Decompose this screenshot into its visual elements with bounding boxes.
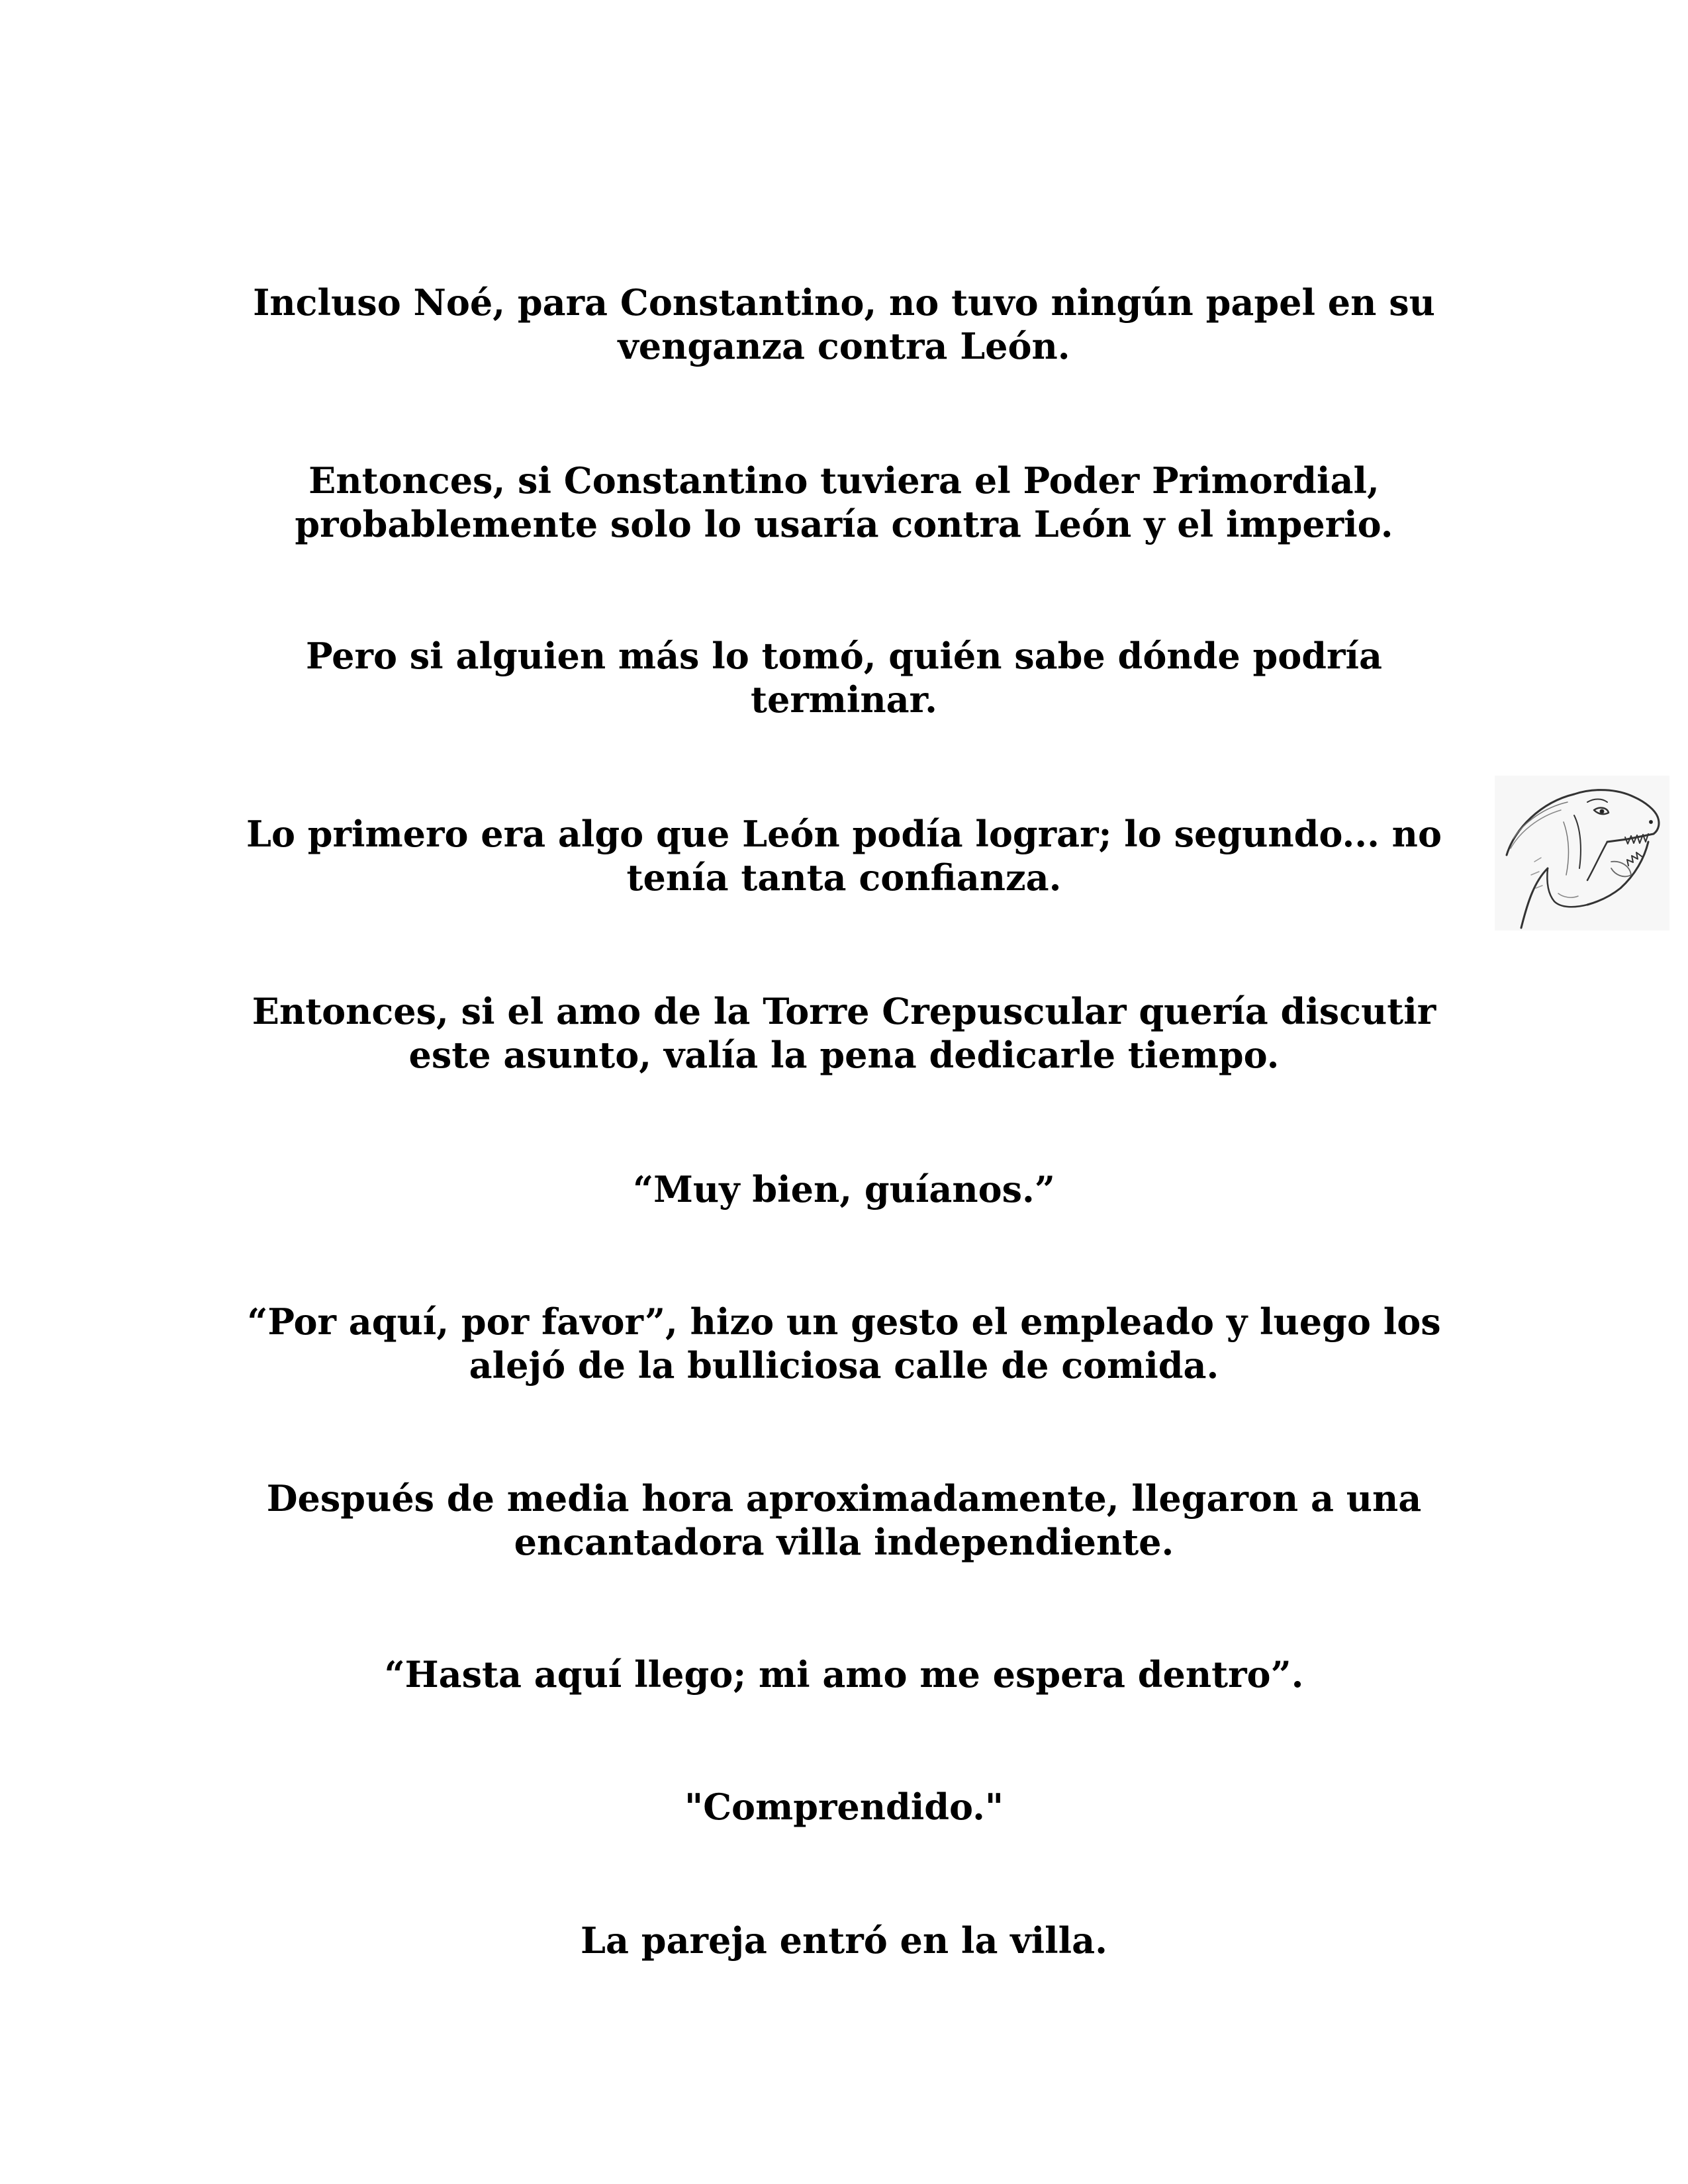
paragraph — [0, 459, 1688, 546]
paragraph — [0, 1785, 1688, 1829]
paragraph — [0, 1300, 1688, 1387]
paragraph-line: tenía tanta confianza. — [626, 856, 1062, 899]
paragraph-line: Después de media hora aproximadamente, llegaron a una — [266, 1477, 1422, 1520]
paragraph-line: probablemente solo lo usaría contra León y el imperio. — [295, 503, 1393, 545]
paragraph — [0, 634, 1688, 721]
paragraph — [0, 1167, 1688, 1211]
paragraph-line: Lo primero era algo que León podía lograr; lo segundo... no — [246, 813, 1442, 855]
paragraph-line: alejó de la bulliciosa calle de comida. — [469, 1344, 1219, 1387]
paragraph-line: Entonces, si el amo de la Torre Crepuscular quería discutir — [252, 990, 1436, 1032]
paragraph-line: “Hasta aquí llego; mi amo me espera dentro”. — [384, 1653, 1304, 1696]
paragraph-line: Entonces, si Constantino tuviera el Poder Primordial, — [308, 459, 1380, 502]
paragraph-line: venganza contra León. — [618, 325, 1070, 367]
paragraph-line: La pareja entró en la villa. — [581, 1919, 1107, 1962]
paragraph-line: "Comprendido." — [684, 1786, 1004, 1828]
paragraph-line: terminar. — [751, 678, 937, 721]
dinosaur-head-sketch-icon — [1495, 776, 1669, 931]
paragraph-line: este asunto, valía la pena dedicarle tiempo. — [408, 1034, 1280, 1076]
paragraph-line: Pero si alguien más lo tomó, quién sabe dónde podría — [305, 635, 1382, 677]
paragraph — [0, 812, 1688, 899]
paragraph — [0, 989, 1688, 1077]
paragraph-line: “Por aquí, por favor”, hizo un gesto el empleado y luego los — [247, 1300, 1441, 1343]
paragraph-line: encantadora villa independiente. — [514, 1521, 1174, 1563]
paragraph — [0, 281, 1688, 368]
paragraph-line: “Muy bien, guíanos.” — [633, 1168, 1055, 1210]
paragraph — [0, 1477, 1688, 1564]
paragraph — [0, 1919, 1688, 1962]
paragraph — [0, 1653, 1688, 1696]
paragraph-line: Incluso Noé, para Constantino, no tuvo ningún papel en su — [253, 281, 1435, 324]
